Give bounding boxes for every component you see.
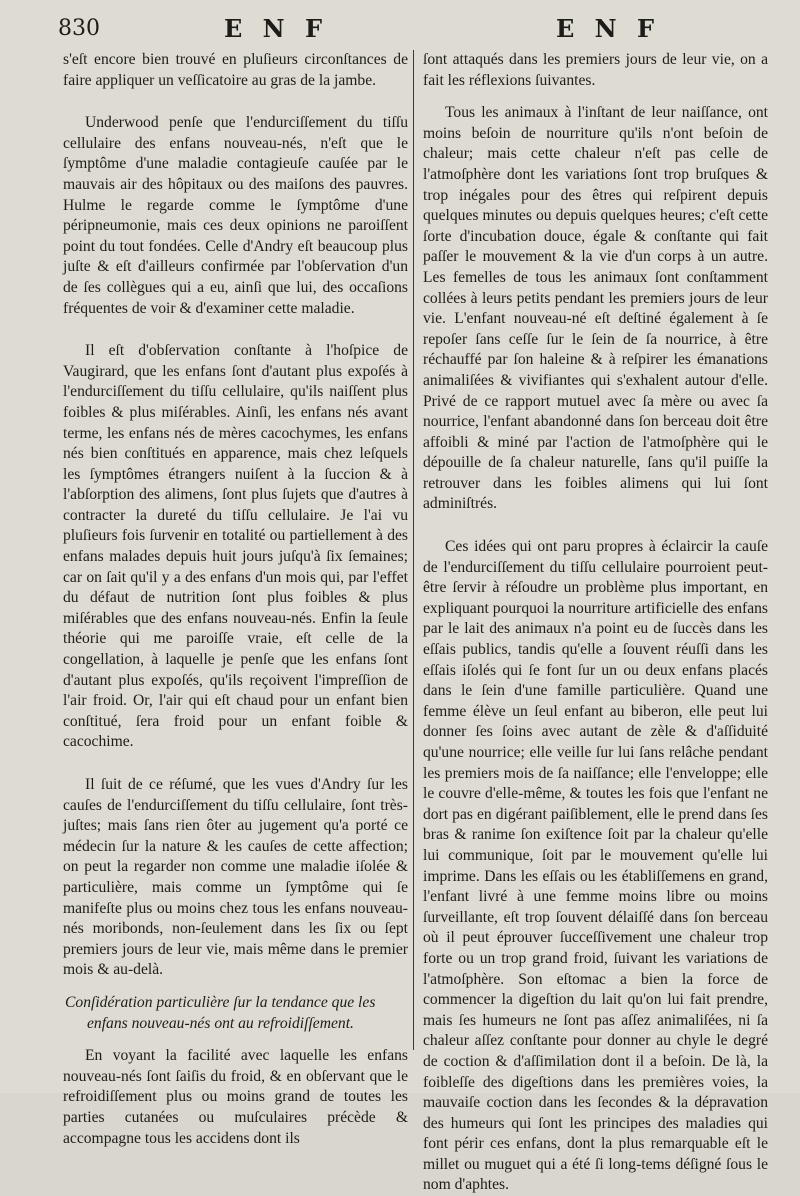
page-number: 830 xyxy=(58,16,100,41)
column-rule xyxy=(413,50,414,1050)
right-column xyxy=(423,50,768,1196)
paragraph: ſont attaqués dans les premiers jours de leur vie, on a fait les réflexions ſuivantes. xyxy=(423,51,768,89)
running-head-right: E N F xyxy=(556,14,660,43)
section-heading xyxy=(63,993,408,1034)
section-heading-line: enfans nouveau-nés ont au refroidiſſement. xyxy=(87,1014,354,1032)
running-head-left: E N F xyxy=(224,14,328,43)
paragraph: En voyant la facilité avec laquelle les enfans nouveau-nés ſont ſaiſis du froid, & en obſervant que le refroidiſſement plus ou moins grand de toutes les parties cutanées ou muſculaires précède & accompagne tous les accidens dont ils xyxy=(63,1047,408,1147)
paragraph: Il eſt d'obſervation conſtante à l'hoſpice de Vaugirard, que les enfans ſont d'autant plus expoſés à l'endurciſſement du tiſſu cellulaire, qu'ils naiſſent plus foibles & plus miſérables. Ainſi, les enfans nés avant terme, les enfans nés de mères cacochymes, les enfans nés bien conſtitués en apparence, mais chez leſquels les ſymptômes étrangers nuiſent à la ſuccion & à l'abſorption des alimens, ſont plus ſujets que d'autres à contracter la dureté du tiſſu cellulaire. Je l'ai vu pluſieurs fois ſurvenir en totalité ou partiellement à des enfans malades depuis huit jours juſqu'à ſix ſemaines; car on ſait qu'il y a des enfans d'un mois qui, par l'effet du défaut de nutrition ſont plus foibles & plus miſérables que des enfans nouveau-nés. Enfin la ſeule théorie qui me paroiſſe vraie, eſt celle de la congellation, à laquelle je penſe que les enfans ſont d'autant plus expoſés, qu'ils reçoivent l'impreſſion de l'air froid. Or, l'air qui eſt chaud pour un enfant bien conſtitué, ſera froid pour un enfant foible & cacochime. xyxy=(63,342,408,751)
paragraph: s'eſt encore bien trouvé en pluſieurs circonſtances de faire appliquer un veſſicatoire au gras de la jambe. xyxy=(63,51,408,89)
left-column xyxy=(63,50,408,1149)
page-header xyxy=(0,10,800,50)
section-heading-line: Conſidération particulière ſur la tendance que les xyxy=(65,993,376,1011)
paragraph: Tous les animaux à l'inſtant de leur naiſſance, ont moins beſoin de nourriture qu'ils n'ont beſoin de chaleur; mais cette chaleur n'eſt pas celle de l'atmoſphère dont les variations ſont trop bruſques & trop inégales pour des êtres qui reſpirent depuis quelques minutes ou depuis quelques heures; c'eſt cette ſorte d'incubation douce, égale & conſtante qui fait paſſer le mouvement & la vie d'un corps à un autre. Les femelles de tous les animaux ſont conſtamment collées à leurs petits pendant les premiers jours de leur vie. L'enfant nouveau-né eſt deſtiné également à ſe repoſer ſans ceſſe ſur le ſein de ſa nourrice, à être réchauffé par ſon haleine & à reſpirer les émanations animaliſées & vivifiantes qui s'exhalent autour d'elle. Privé de ce rapport mutuel avec ſa mère ou avec ſa nourrice, l'enfant abandonné dans ſon berceau doit être affoibli & miné par l'action de l'atmoſphère qui le dépouille de ſa chaleur naturelle, ſans qu'il puiſſe la retrouver dans les foibles alimens qui lui ſont adminiſtrés. xyxy=(423,104,768,513)
paragraph: Ces idées qui ont paru propres à éclaircir la cauſe de l'endurciſſement du tiſſu cellulaire pourroient peut-être ſervir à réſoudre un problème plus important, en expliquant pourquoi la nourriture artificielle des enfans par le lait des animaux n'a point eu de ſuccès dans les eſſais publics, tandis qu'elle a ſouvent réuſſi dans les eſſais iſolés qui ſe font ſur un ou deux enfans placés dans le ſein d'une famille particulière. Quand une femme élève un ſeul enfant au biberon, elle peut lui donner ſes ſoins avec autant de zèle & d'aſſiduité qu'une nourrice; elle veille ſur lui ſans relâche pendant les premiers mois de ſa naiſſance; elle l'enveloppe; elle le couvre d'elle-même, & toutes les fois que l'enfant ne dort pas en digérant paiſiblement, elle le prend dans ſes bras & ranime ſon exiſtence ſoit par la chaleur qu'elle lui communique, ſoit par le mouvement qu'elle lui imprime. Dans les eſſais ou les établiſſemens en grand, l'enfant livré à une femme moins libre ou moins ſurveillante, eſt trop ſouvent délaiſſé dans ſon berceau où il peut éprouver ſucceſſivement une chaleur trop forte ou un trop grand froid, ſuivant les variations de l'atmoſphère. Son eſtomac a bien la force de commencer la digeſtion du lait qu'on lui fait prendre, mais ſes humeurs ne ſont pas aſſez animaliſées, ni ſa chaleur aſſez conſtante pour donner au chyle le degré de coction & d'aſſimilation dont il a beſoin. De là, la foibleſſe des digeſtions dans les premières voies, la mauvaiſe coction dans les ſecondes & la dépravation des humeurs qui ſont les principes des maladies qui font périr ces enfans, dont la plus remarquable eſt le millet ou muguet qui a été ſi long-tems déſigné ſous le nom d'aphtes. xyxy=(423,538,768,1194)
paragraph: Underwood penſe que l'endurciſſement du tiſſu cellulaire des enfans nouveau-nés, n'eſt que le ſymptôme d'une maladie contagieuſe cauſée par le mauvais air des hôpitaux ou des maiſons des pauvres. Hulme le regarde comme le ſymptôme d'une péripneumonie, mais ces deux opinions ne paroiſſent point du tout fondées. Celle d'Andry eſt beaucoup plus juſte & eſt d'ailleurs confirmée par l'obſervation d'un de ſes collègues qui a eu, ainſi que lui, des occaſions fréquentes de voir & d'examiner cette maladie. xyxy=(63,114,408,317)
paragraph: Il ſuit de ce réſumé, que les vues d'Andry ſur les cauſes de l'endurciſſement du tiſſu cellulaire, ſont très-juſtes; mais ſans rien ôter au jugement qu'a porté ce médecin ſur la nature & les cauſes de cette affection; on peut la regarder non comme une maladie iſolée & particulière, mais comme un ſymptôme qui ſe manifeſte plus ou moins chez tous les enfans nouveau-nés moribonds, non-ſeulement dans les ſix ou ſept premiers jours de leur vie, mais même dans le premier mois & au-delà. xyxy=(63,776,408,979)
